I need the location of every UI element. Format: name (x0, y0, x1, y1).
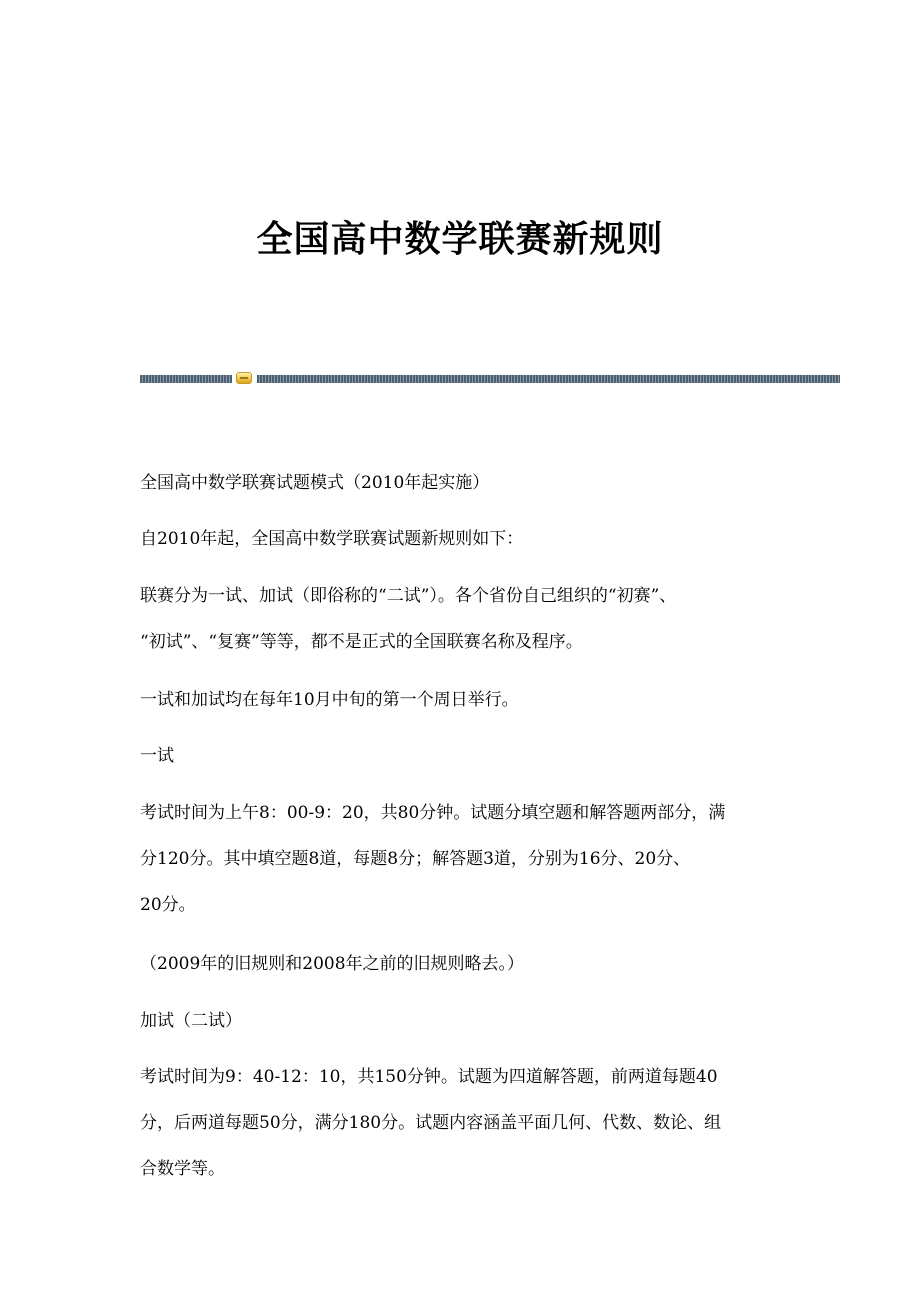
section-heading-first-round (140, 733, 800, 779)
paragraph-first-round-details (140, 790, 800, 928)
paragraph-line: “初试”、“复赛”等等，都不是正式的全国联赛名称及程序。 (140, 632, 583, 652)
paragraph-line: 加试（二试） (140, 1011, 242, 1031)
section-heading-second-round (140, 998, 800, 1044)
divider-ornament-icon (236, 372, 252, 384)
paragraph-line: 联赛分为一试、加试（即俗称的“二试”）。各个省份自己组织的“初赛”、 (140, 586, 677, 606)
paragraph-line: 分120分。其中填空题8道，每题8分；解答题3道，分别为16分、20分、 (140, 849, 691, 869)
page-title: 全国高中数学联赛新规则 (256, 218, 664, 260)
paragraph-line: 考试时间为9：40-12：10，共150分钟。试题为四道解答题，前两道每题40 (140, 1067, 718, 1087)
paragraph-line: 分，后两道每题50分，满分180分。试题内容涵盖平面几何、代数、数论、组 (140, 1113, 722, 1133)
paragraph-line: 考试时间为上午8：00-9：20，共80分钟。试题分填空题和解答题两部分，满 (140, 803, 726, 823)
paragraph-structure (140, 573, 800, 665)
paragraph-line: （2009年的旧规则和2008年之前的旧规则略去。） (140, 954, 525, 974)
paragraph-old-rules-note (140, 941, 800, 987)
paragraph-line: 一试 (140, 746, 174, 766)
paragraph-schedule (140, 677, 800, 723)
divider-bar-left (140, 375, 232, 383)
paragraph-heading-format (140, 460, 800, 506)
paragraph-line: 一试和加试均在每年10月中旬的第一个周日举行。 (140, 690, 519, 710)
paragraph-line: 自2010年起，全国高中数学联赛试题新规则如下： (140, 529, 524, 549)
paragraph-intro (140, 516, 800, 562)
divider-bar-right (257, 375, 840, 383)
paragraph-second-round-details (140, 1054, 800, 1192)
paragraph-line: 合数学等。 (140, 1159, 225, 1179)
paragraph-line: 全国高中数学联赛试题模式（2010年起实施） (140, 473, 490, 493)
paragraph-line: 20分。 (140, 895, 196, 915)
title-divider (140, 375, 840, 383)
